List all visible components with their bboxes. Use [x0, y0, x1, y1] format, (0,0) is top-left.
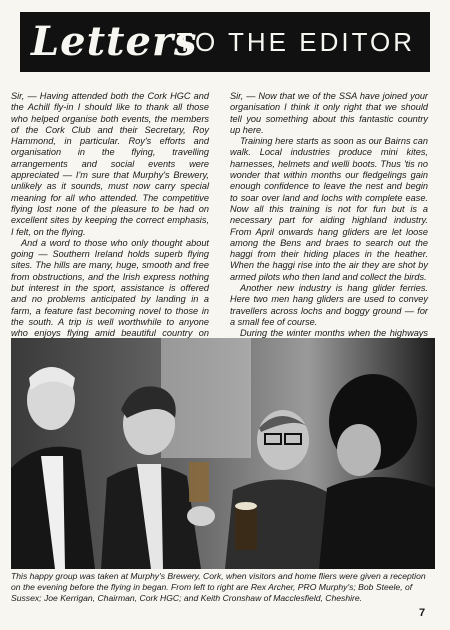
group-photo: [11, 338, 435, 569]
letters-logo: Letters: [31, 18, 198, 65]
letter-russell-dyer: [11, 91, 209, 373]
letter-paragraph: And a word to those who only thought about going — Southern Ireland holds superb flying sites. The hills are many, huge, smooth and free from obstructions, and the Irish express nothing but interest in the sport, assistance is offered and no problems anticipated by landing in a farm, a feature fast becoming novel to those in the south. A trip is well worthwhile to anyone who enjoys flying amid beautiful country on: [11, 237, 209, 339]
letter-paragraph: Another new industry is hang glider ferries. Here two men hang gliders are used to convey travellers across lochs and boggy ground — for a small fee of course.: [230, 283, 428, 327]
letter-paragraph: Sir, — Now that we of the SSA have joined your organisation I think it only right that we should tell you something about this fantastic country up here.: [230, 91, 428, 135]
photo-caption: This happy group was taken at Murphy's Brewery, Cork, when visitors and home fliers were given a reception on the evening before the flying in began. From left to right are Rex Archer, PRO Murphy's; Bob Steele, of Sussex; Joe Kerrigan, Chairman, Cork HGC; and Keith Cronshaw of Macclesfield, Cheshire.: [11, 571, 426, 603]
letter-paragraph: Training here starts as soon as our Bairns can walk. Local industries produce mini kites, harnesses, helmets and welli boots. Thus 'tis no wonder that within months our fledgelings gain enough confidence to leave the nest and begin to soar over land and lochs with complete ease. Now all this training is not for fun but is a necessary part for aiding highland industry. From April onwards hang gliders are let loose among the Bens and braes to search out the haggi from their hiding places in the heather. When the haggi rise into the air they are shot by armed pilots who then land and collect the birds.: [230, 136, 428, 282]
letter-paragraph: During the winter months when the highways: [240, 328, 428, 339]
section-title: TO THE EDITOR: [176, 27, 415, 57]
page-number: 7: [419, 607, 426, 619]
masthead-banner: [20, 12, 430, 72]
letter-ssa: [230, 91, 428, 362]
group-photo-illustration: [11, 338, 435, 569]
letter-paragraph: Sir, — Having attended both the Cork HGC and the Achill fly-in I should like to thank all those who helped organise both events, the members of the Cork Club and their Secretary, Roy Hammond, in particular. Roy's efforts and organisation in the flying, travelling arrangements and social events were appreciated — I'm sure that Murphy's Brewery, unlikely as it sounds, must now carry special meaning for all who attended. The competitive flying lost none of the pleasure to be had on excellent sites by keeping the correct emphasis, I felt, on the flying.: [11, 91, 209, 237]
